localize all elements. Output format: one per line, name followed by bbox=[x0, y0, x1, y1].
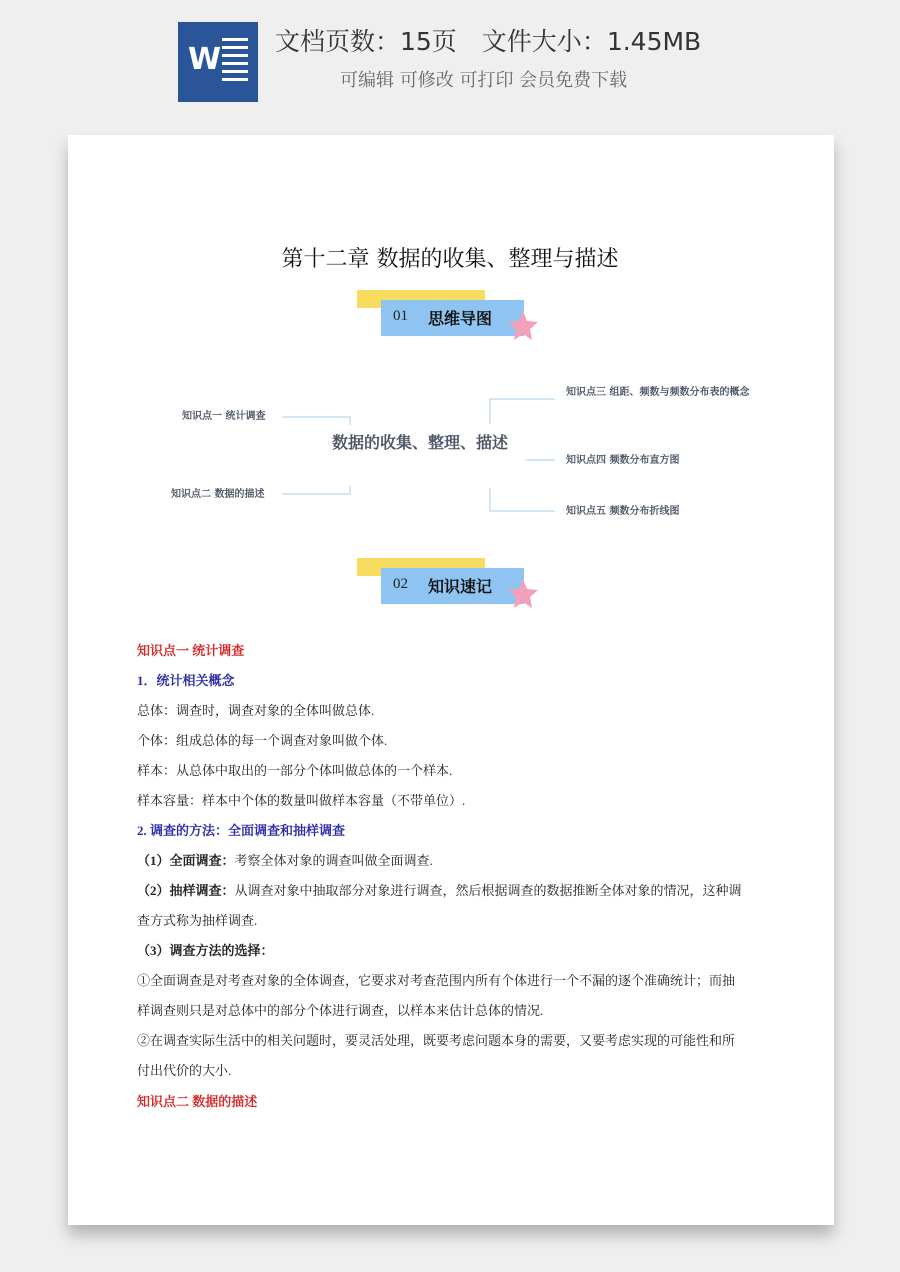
section-label: 思维导图 bbox=[428, 309, 493, 328]
paragraph-choice-2b: 付出代价的大小. bbox=[137, 1063, 232, 1078]
mindmap-node-kp2: 知识点二 数据的描述 bbox=[171, 489, 265, 500]
section-header-notes bbox=[357, 558, 547, 620]
section-number: 02 bbox=[393, 576, 408, 592]
knowledge-point-1-heading: 知识点一 统计调查 bbox=[137, 643, 245, 658]
word-icon-letter: W bbox=[188, 42, 222, 77]
document-info-subtitle: 可编辑 可修改 可打印 会员免费下载 bbox=[340, 70, 628, 91]
paragraph-choice-2a: ②在调查实际生活中的相关问题时，要灵活处理，既要考虑问题本身的需要，又要考虑实现的可能性和所 bbox=[137, 1033, 736, 1048]
sampling-survey-text: 从调查对象中抽取部分对象进行调查，然后根据调查的数据推断全体对象的情况，这种调 bbox=[234, 883, 742, 898]
paragraph-individual: 个体：组成总体的每一个调查对象叫做个体. bbox=[137, 733, 388, 748]
mindmap-node-kp4: 知识点四 频数分布直方图 bbox=[566, 455, 680, 466]
paragraph-sample-size: 样本容量：样本中个体的数量叫做样本容量（不带单位）. bbox=[137, 793, 466, 808]
subheading-method-choice: （3）调查方法的选择： bbox=[137, 943, 274, 958]
knowledge-point-2-heading: 知识点二 数据的描述 bbox=[137, 1094, 258, 1109]
paragraph-sampling-survey-cont: 查方式称为抽样调查. bbox=[137, 913, 258, 928]
star-icon bbox=[507, 578, 539, 610]
sampling-survey-label: （2）抽样调查： bbox=[137, 883, 235, 898]
subheading-concepts: 1．统计相关概念 bbox=[137, 673, 235, 688]
mindmap-center-node: 数据的收集、整理、描述 bbox=[331, 433, 508, 452]
paragraph-sample: 样本：从总体中取出的一部分个体叫做总体的一个样本. bbox=[137, 763, 453, 778]
mindmap-connectors bbox=[0, 0, 900, 560]
mindmap-node-kp5: 知识点五 频数分布折线图 bbox=[566, 506, 680, 517]
section-label: 知识速记 bbox=[428, 577, 493, 596]
subheading-methods: 2. 调查的方法：全面调查和抽样调查 bbox=[137, 823, 346, 838]
paragraph-choice-1b: 样调查则只是对总体中的部分个体进行调查，以样本来估计总体的情况. bbox=[137, 1003, 544, 1018]
paragraph-sampling-survey bbox=[137, 880, 742, 899]
full-survey-label: （1）全面调查： bbox=[137, 853, 235, 868]
mindmap-node-kp1: 知识点一 统计调查 bbox=[182, 411, 266, 422]
paragraph-choice-1a: ①全面调查是对考查对象的全体调查，它要求对考查范围内所有个体进行一个不漏的逐个准确统计；而抽 bbox=[137, 973, 736, 988]
paragraph-population: 总体：调查时，调查对象的全体叫做总体. bbox=[137, 703, 375, 718]
section-number: 01 bbox=[393, 308, 408, 324]
mindmap-node-kp3: 知识点三 组距、频数与频数分布表的概念 bbox=[566, 387, 750, 398]
paragraph-full-survey bbox=[137, 850, 433, 869]
document-title: 第十二章 数据的收集、整理与描述 bbox=[281, 247, 619, 272]
document-info-title: 文档页数：15页 文件大小：1.45MB bbox=[275, 27, 702, 56]
full-survey-text: 考察全体对象的调查叫做全面调查. bbox=[234, 853, 433, 868]
